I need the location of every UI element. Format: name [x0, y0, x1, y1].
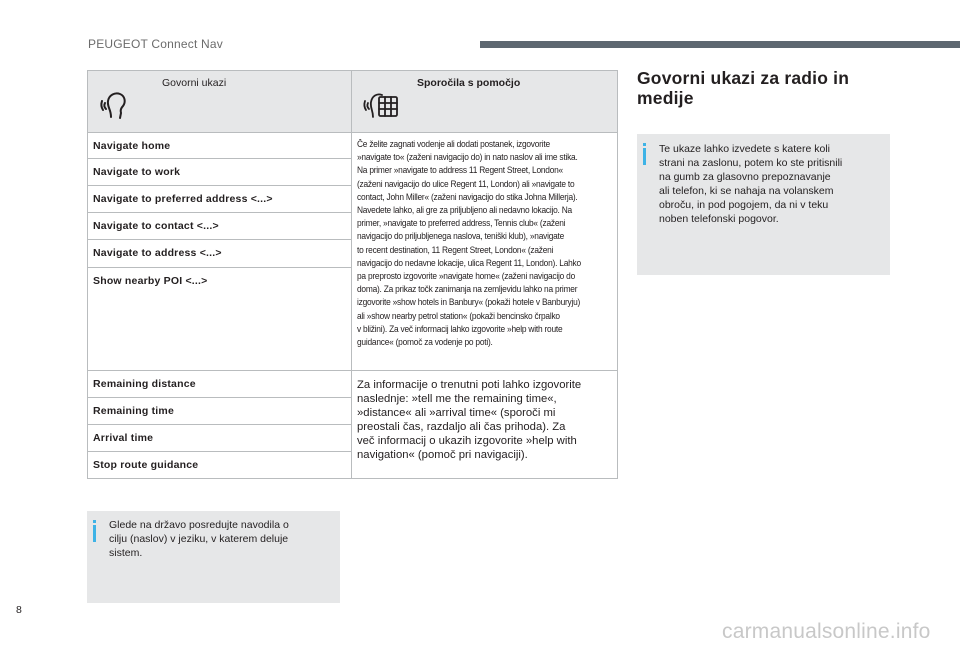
command-cell: Remaining distance	[88, 371, 352, 398]
note-box-language	[87, 511, 340, 603]
note-text-radio-media: Te ukaze lahko izvedete s katere koli strani na zaslonu, potem ko ste pritisnili na gumb za glasovno prepoznavanje ali telefon, ki se nahaja na volanskem obroču, in pod pogojem, da ni v teku noben telefonski pogovor.	[659, 143, 843, 225]
table-header-help	[352, 71, 618, 133]
watermark[interactable]: carmanualsonline.info	[722, 620, 931, 643]
table-header-commands	[88, 71, 352, 133]
page-number: 8	[16, 604, 22, 616]
command-cell: Show nearby POI <...>	[88, 268, 352, 371]
command-cell: Navigate to work	[88, 159, 352, 186]
header-bar	[480, 41, 960, 48]
help-paragraph-route-info: Za informacije o trenutni poti lahko izgovorite naslednje: »tell me the remaining time«, »distance« ali »arrival time« (sporoči mi preostali čas, razdaljo ali čas prihoda). Za več informacij o ukazih izgovorite »help with navigation« (pomoč pri navigaciji).	[357, 379, 582, 461]
help-paragraph-navigation: Če želite zagnati vodenje ali dodati postanek, izgovorite »navigate to« (zaženi navigacijo do) in nato naslov ali ime stika. Na primer »navigate to address 11 Regent Street, London« (zaženi navigacijo do ulice Regent 11, London) ali »navigate to contact, John Miller« (zaženi navigacijo do stika Johna Millerja). Navedete lahko, ali gre za priljubljeno ali nedavno lokacijo. Na primer, »navigate to preferred address, Tennis club« (zaženi navigacijo do priljubljenega naslova, teniški klub), »navigate to recent destination, 11 Regent Street, London« (zaženi navigacijo do nedavne lokacije, ulica Regent 11, London). Lahko pa preprosto izgovorite »navigate home« (zaženi navigacijo do doma). Za prikaz točk zanimanja na zemljevidu lahko na primer izgovorite »show hotels in Banbury« (pokaži hotele v Banburyju) ali »show nearby petrol station« (pokaži bencinsko črpalko v bližini). Za več informacij lahko izgovorite »help with route guidance« (pomoč za vodenje po poti).	[357, 139, 581, 348]
help-message-icon	[362, 83, 402, 123]
column-title-help: Sporočila s pomočjo	[417, 77, 521, 89]
command-cell: Navigate to preferred address <...>	[88, 186, 352, 213]
command-cell: Navigate to address <...>	[88, 240, 352, 268]
section-title: Govorni ukazi za radio in medije	[637, 68, 850, 108]
command-cell: Arrival time	[88, 425, 352, 452]
info-marker-icon	[643, 143, 646, 165]
help-text-route-info	[352, 371, 618, 479]
info-marker-icon	[93, 520, 96, 542]
voice-command-icon	[98, 83, 138, 123]
command-cell: Navigate to contact <...>	[88, 213, 352, 240]
running-header: PEUGEOT Connect Nav	[88, 37, 223, 51]
command-cell: Navigate home	[88, 133, 352, 159]
note-box-radio-media	[637, 134, 890, 275]
command-cell: Stop route guidance	[88, 452, 352, 479]
help-text-navigation	[352, 133, 618, 371]
voice-commands-table	[87, 70, 618, 479]
column-title-commands: Govorni ukazi	[162, 77, 227, 89]
command-cell: Remaining time	[88, 398, 352, 425]
note-text-language: Glede na državo posredujte navodila o cilju (naslov) v jeziku, v katerem deluje sistem.	[109, 519, 289, 559]
